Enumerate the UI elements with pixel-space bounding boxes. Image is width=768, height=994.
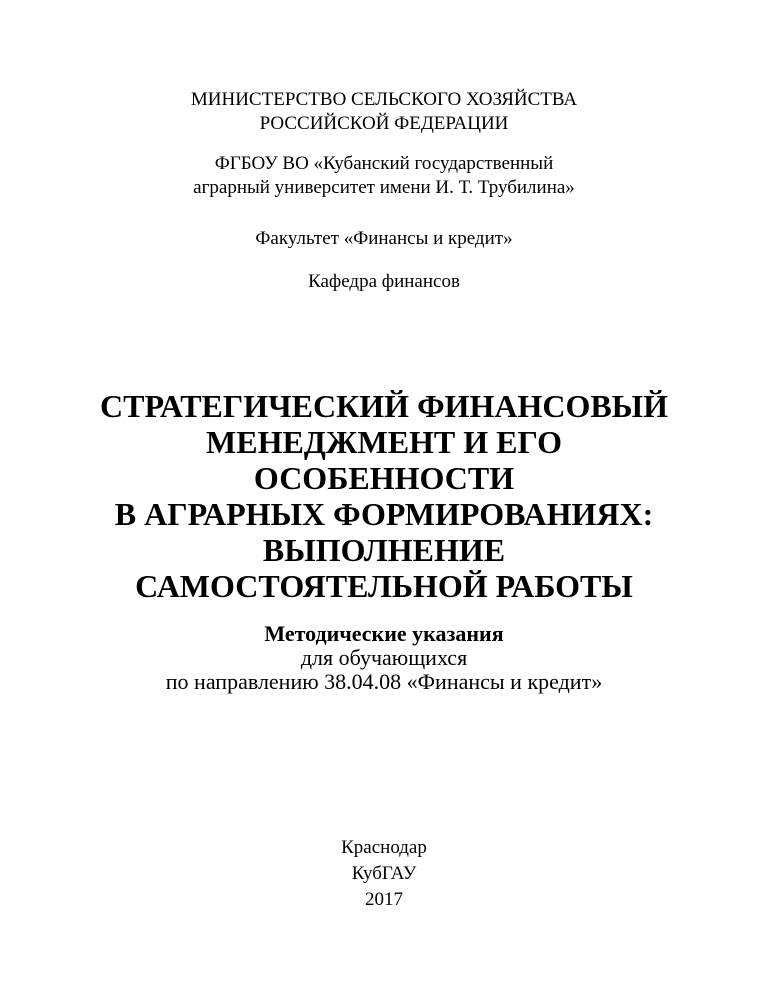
university-name <box>0 152 768 200</box>
document-subtitle <box>0 622 768 694</box>
document-direction: по направлению 38.04.08 «Финансы и кредит» <box>165 669 603 694</box>
title-line-2: МЕНЕДЖМЕНТ И ЕГО <box>206 424 562 460</box>
document-type: Методические указания <box>264 621 504 646</box>
imprint <box>0 835 768 913</box>
department-line: Кафедра финансов <box>308 271 460 292</box>
ministry-line-2: РОССИЙСКОЙ ФЕДЕРАЦИИ <box>259 113 509 134</box>
ministry-line-1: МИНИСТЕРСТВО СЕЛЬСКОГО ХОЗЯЙСТВА <box>190 89 578 110</box>
title-line-4: В АГРАРНЫХ ФОРМИРОВАНИЯХ: <box>114 496 654 532</box>
university-line-1: ФГБОУ ВО «Кубанский государственный <box>214 153 554 174</box>
university-line-2: аграрный университет имени И. Т. Трубилина» <box>193 177 575 198</box>
ministry-name <box>0 88 768 136</box>
imprint-publisher: КубГАУ <box>351 863 417 884</box>
document-title <box>0 388 768 604</box>
imprint-year: 2017 <box>365 889 403 910</box>
faculty-line: Факультет «Финансы и кредит» <box>255 228 513 249</box>
document-audience: для обучающихся <box>300 645 468 670</box>
title-line-5: ВЫПОЛНЕНИЕ <box>262 532 506 568</box>
imprint-city: Краснодар <box>341 837 427 858</box>
department-name <box>0 270 768 294</box>
title-line-3: ОСОБЕННОСТИ <box>253 460 515 496</box>
title-line-6: САМОСТОЯТЕЛЬНОЙ РАБОТЫ <box>135 568 633 604</box>
faculty-name <box>0 227 768 251</box>
title-line-1: СТРАТЕГИЧЕСКИЙ ФИНАНСОВЫЙ <box>100 388 668 424</box>
